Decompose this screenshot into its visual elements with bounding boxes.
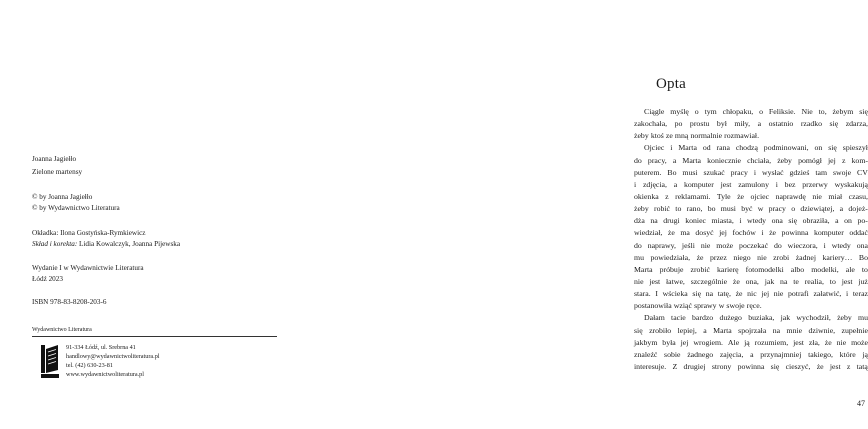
word: postanowiła: [634, 301, 672, 311]
word: że: [737, 191, 744, 201]
publisher-name: Wydawnictwo Literatura: [32, 327, 92, 333]
word: tatę,: [717, 289, 731, 299]
word: Bo: [667, 167, 677, 177]
word: albo: [790, 264, 805, 274]
word: a: [757, 119, 762, 129]
imprint-book-title: Zielone martensy: [32, 168, 83, 176]
word: rozumiem,: [754, 337, 789, 347]
word: ją: [744, 337, 750, 347]
cover-credit: [32, 228, 292, 239]
word: tacie: [671, 313, 686, 323]
word: fotomodelki: [745, 264, 784, 274]
word: sprawy: [694, 301, 717, 311]
word: puterem.: [634, 167, 662, 177]
word: ostatnio: [768, 119, 794, 129]
isbn: ISBN 978-83-8208-203-6: [32, 298, 107, 306]
word: to: [829, 276, 836, 286]
word: że: [732, 276, 740, 286]
word: drugi: [663, 216, 680, 226]
cover-credit-label: Okładka:: [32, 229, 59, 237]
word: spieszył: [842, 143, 868, 153]
word: wziąć: [673, 301, 692, 311]
word: się: [859, 107, 868, 116]
text-line: [634, 325, 868, 337]
word: na: [650, 216, 658, 226]
word: tam: [815, 167, 828, 177]
word: może: [716, 240, 734, 250]
word: myślę: [670, 107, 689, 116]
word: już: [858, 276, 868, 286]
word: może: [851, 337, 868, 347]
word: i: [761, 228, 764, 238]
text-line: [634, 288, 868, 300]
word: cieszyć,: [785, 361, 811, 371]
word: o: [694, 107, 699, 116]
word: że: [735, 289, 743, 299]
word: i: [739, 216, 742, 226]
word: i: [775, 179, 778, 189]
word: wieczora,: [787, 240, 818, 250]
imprint-edition: [32, 263, 144, 284]
word: poczekać: [739, 240, 769, 250]
chapter-title: Opta: [656, 76, 686, 92]
word: tatą: [856, 361, 868, 371]
word: pomógł: [798, 155, 822, 165]
word: w: [718, 301, 725, 311]
typesetting-credit: [32, 239, 292, 250]
word: jej: [828, 155, 836, 165]
word: z: [665, 191, 669, 201]
word: nie: [700, 240, 711, 250]
text-line: [634, 142, 868, 154]
word: szczególnie: [690, 276, 728, 286]
typesetting-credit-label: Skład i korekta:: [32, 239, 78, 248]
word: łatwe,: [666, 276, 685, 286]
text-line: [634, 191, 868, 203]
word: że: [696, 252, 704, 262]
word: a: [835, 216, 839, 226]
word: zajęcia,: [719, 349, 744, 359]
word: wyskakują: [834, 179, 868, 189]
imprint-credits: [32, 228, 292, 249]
word: nie: [773, 289, 784, 299]
word: mu: [634, 252, 644, 262]
word: oddać: [849, 228, 868, 238]
publisher-divider: [32, 336, 277, 337]
word: naprawdę: [775, 191, 806, 201]
word: Marta: [678, 143, 697, 153]
text-line: [634, 227, 868, 239]
word: nie: [634, 276, 644, 286]
word: jej: [680, 337, 689, 347]
word: się: [829, 119, 839, 129]
text-line: [634, 264, 868, 276]
word: Tyle: [716, 191, 731, 201]
word: Z: [672, 361, 678, 371]
word: do: [634, 155, 642, 165]
word: które: [839, 349, 856, 359]
imprint-author: Joanna Jagiełło: [32, 155, 77, 163]
word: prostu: [689, 119, 710, 129]
word: że: [824, 337, 832, 347]
word: to,: [818, 107, 827, 116]
word: dojeż-: [848, 204, 868, 214]
word: zdjęcia,: [642, 179, 667, 189]
word: kariery…: [822, 252, 853, 262]
word: CV: [857, 167, 868, 177]
word: a: [839, 204, 844, 214]
word: się: [788, 216, 798, 226]
publisher-website: www.wydawnictwoliteratura.pl: [66, 371, 144, 378]
word: Nie: [801, 107, 813, 116]
word: Marta: [634, 264, 653, 274]
word: reklamami.: [675, 191, 711, 201]
word: mnie: [786, 325, 803, 335]
word: żadnej: [795, 252, 817, 262]
word: próbuje: [659, 264, 684, 274]
word: się: [828, 143, 837, 153]
word: żeby: [634, 131, 649, 141]
word: jeśli: [681, 240, 695, 250]
word: dziewiątej,: [800, 204, 835, 214]
word: na: [772, 325, 781, 335]
word: rano,: [686, 204, 703, 214]
word: tym: [704, 107, 717, 116]
word: jest: [841, 276, 853, 286]
word: wrogiem.: [693, 337, 724, 347]
word: ona,: [745, 276, 759, 286]
word: wysłać: [761, 167, 784, 177]
word: był: [716, 119, 727, 129]
word: komputer: [683, 179, 714, 189]
word: spojrzała: [738, 325, 767, 335]
word: wtedy: [747, 216, 767, 226]
word: zupełnie: [841, 325, 868, 335]
word: chodzą: [735, 143, 758, 153]
word: i: [846, 289, 849, 299]
word: potrafi: [787, 289, 809, 299]
word: dosyć: [695, 228, 714, 238]
word: pracy,: [647, 155, 667, 165]
word: z: [841, 155, 846, 165]
word: dża: [634, 216, 645, 226]
word: jest: [720, 179, 732, 189]
cover-credit-value: Ilona Gostyńska-Rymkiewicz: [60, 229, 146, 237]
word: Marta: [713, 325, 732, 335]
word: drugiej: [683, 361, 706, 371]
word: interesuje.: [634, 361, 667, 371]
word: jest: [649, 276, 661, 286]
word: czasu,: [848, 191, 868, 201]
word: to: [675, 204, 682, 214]
word: wtedy: [831, 240, 851, 250]
word: jak: [780, 313, 791, 323]
text-line: [634, 337, 868, 349]
word: a: [703, 325, 707, 335]
word: zła,: [808, 337, 820, 347]
word: Ojciec: [644, 143, 665, 153]
word: żebym: [832, 107, 854, 116]
word: jest: [829, 361, 841, 371]
word: się: [692, 289, 702, 299]
word: szukać: [703, 167, 725, 177]
word: bardzo: [691, 313, 714, 323]
word: nie: [757, 252, 767, 262]
word: nie: [812, 191, 822, 201]
word: rozmawiał.: [724, 131, 760, 141]
word: komputer: [813, 228, 844, 238]
word: że: [816, 361, 824, 371]
word: Feliksie.: [768, 107, 796, 116]
word: po-: [857, 216, 868, 226]
word: na: [780, 276, 788, 286]
word: strony: [711, 361, 732, 371]
word: że: [667, 228, 675, 238]
word: znaleźć: [634, 349, 658, 359]
word: do: [634, 240, 642, 250]
word: wścieka: [662, 289, 688, 299]
text-line: [634, 130, 868, 142]
word: sobie: [664, 349, 681, 359]
typesetting-credit-value: Lidia Kowalczyk, Joanna Pijewska: [79, 239, 181, 248]
word: przez: [709, 252, 727, 262]
word: miasta,: [711, 216, 734, 226]
word: miły,: [734, 119, 751, 129]
word: swoje: [832, 167, 852, 177]
text-line: [634, 300, 868, 312]
word: się: [634, 325, 643, 335]
word: ona: [856, 240, 868, 250]
word: jakbym: [634, 337, 658, 347]
word: a: [673, 179, 678, 189]
word: dziwnie,: [808, 325, 836, 335]
word: chłopaku,: [722, 107, 754, 116]
word: teraz: [852, 289, 868, 299]
word: z: [846, 361, 851, 371]
word: ona: [771, 216, 783, 226]
word: zrobiło: [649, 325, 672, 335]
word: niego: [733, 252, 751, 262]
word: naprawy,: [647, 240, 676, 250]
word: modelki,: [811, 264, 839, 274]
publisher-logo-icon: [40, 343, 60, 379]
word: jej: [719, 228, 727, 238]
word: być: [741, 204, 753, 214]
word: zdarza,: [845, 119, 868, 129]
word: żeby: [777, 155, 792, 165]
word: Dałam: [644, 313, 665, 323]
chapter-body: [634, 106, 868, 373]
word: Ale: [727, 337, 740, 347]
word: miał: [828, 191, 843, 201]
word: żadnego: [687, 349, 714, 359]
word: on: [814, 143, 823, 153]
word: żeby: [837, 313, 852, 323]
word: ręce.: [746, 301, 762, 311]
word: i: [670, 143, 673, 153]
word: bo: [707, 204, 716, 214]
publisher-email: handlowy@wydawnictwoliteratura.pl: [66, 353, 160, 360]
right-page: [300, 0, 868, 429]
word: obraziła,: [802, 216, 830, 226]
word: ją: [862, 349, 868, 359]
word: Marta: [682, 155, 702, 165]
word: lepiej,: [677, 325, 697, 335]
word: powiedziała,: [650, 252, 691, 262]
word: okienka: [634, 191, 659, 201]
word: załatwić,: [813, 289, 842, 299]
word: jest: [793, 337, 804, 347]
word: jej: [761, 289, 770, 299]
word: przynajmniej: [760, 349, 802, 359]
word: ma: [680, 228, 690, 238]
text-line: [634, 106, 868, 118]
word: ktoś: [650, 131, 664, 141]
word: stara.: [634, 289, 651, 299]
word: ale: [845, 264, 855, 274]
word: swoje: [726, 301, 745, 311]
word: chciała,: [747, 155, 772, 165]
publisher-address-block: [66, 343, 160, 379]
word: żeby: [634, 204, 649, 214]
text-line: [634, 215, 868, 227]
text-line: [634, 276, 868, 288]
word: mu: [858, 313, 868, 323]
word: do: [773, 240, 782, 250]
word: po: [674, 119, 683, 129]
word: pracy: [768, 204, 786, 214]
word: od: [702, 143, 711, 153]
text-line: [634, 312, 868, 324]
imprint-copyright-publisher: © by Wydawnictwo Literatura: [32, 204, 120, 212]
word: Bo: [858, 252, 868, 262]
text-line: [634, 118, 868, 130]
word: nie: [836, 337, 847, 347]
page-number: 47: [857, 399, 865, 408]
word: i: [823, 240, 826, 250]
word: że: [769, 228, 777, 238]
word: wychodził,: [796, 313, 831, 323]
word: zrobi: [773, 252, 790, 262]
text-line: [634, 349, 868, 361]
word: mną: [674, 131, 689, 141]
imprint-copyright-author: © by Joanna Jagiełło: [32, 193, 93, 201]
word: powinna: [781, 228, 809, 238]
word: karierę: [716, 264, 739, 274]
word: a: [750, 349, 754, 359]
word: musi: [720, 204, 736, 214]
word: była: [662, 337, 676, 347]
text-line: [634, 167, 868, 179]
word: w: [757, 204, 764, 214]
word: i: [753, 167, 757, 177]
word: te: [793, 276, 799, 286]
word: koniecznie: [707, 155, 741, 165]
word: zrobić: [690, 264, 710, 274]
word: jak: [764, 276, 775, 286]
word: dużego: [719, 313, 742, 323]
word: o: [791, 204, 796, 214]
text-line: [634, 155, 868, 167]
word: I: [655, 289, 658, 299]
word: normalnie: [690, 131, 723, 141]
word: powinna: [737, 361, 765, 371]
word: bez: [784, 179, 796, 189]
word: na: [705, 289, 714, 299]
publisher-address: 91-334 Łódź, ul. Srebrna 41: [66, 344, 136, 351]
word: rana: [716, 143, 730, 153]
word: wiedział,: [634, 228, 663, 238]
word: takiego,: [808, 349, 833, 359]
word: podminowani,: [763, 143, 809, 153]
word: gdzieś: [789, 167, 810, 177]
word: kom-: [851, 155, 868, 165]
text-line: [634, 203, 868, 215]
text-line: [634, 361, 868, 373]
word: buziaka,: [748, 313, 775, 323]
word: i: [634, 179, 637, 189]
word: musi: [682, 167, 698, 177]
word: fochów: [732, 228, 756, 238]
word: realia,: [804, 276, 824, 286]
word: ojciec: [750, 191, 770, 201]
left-page: [0, 0, 300, 429]
word: pracy: [730, 167, 748, 177]
word: robić: [653, 204, 671, 214]
edition-text: Wydanie I w Wydawnictwie Literatura: [32, 264, 144, 272]
text-line: [634, 179, 868, 191]
word: o: [759, 107, 763, 116]
word: Ciągle: [644, 107, 665, 116]
word: on: [844, 216, 852, 226]
word: przerwy: [802, 179, 828, 189]
word: koniec: [685, 216, 706, 226]
text-line: [634, 240, 868, 252]
word: a: [672, 155, 677, 165]
word: nic: [747, 289, 757, 299]
word: rzadko: [800, 119, 823, 129]
word: zamulony: [738, 179, 769, 189]
place-year: Łódź 2023: [32, 274, 63, 283]
text-line: [634, 252, 868, 264]
word: się: [770, 361, 780, 371]
publisher-phone: tel. (42) 630-23-81: [66, 362, 113, 369]
word: zakochała,: [634, 119, 668, 129]
word: to: [861, 264, 868, 274]
word: ze: [665, 131, 673, 141]
